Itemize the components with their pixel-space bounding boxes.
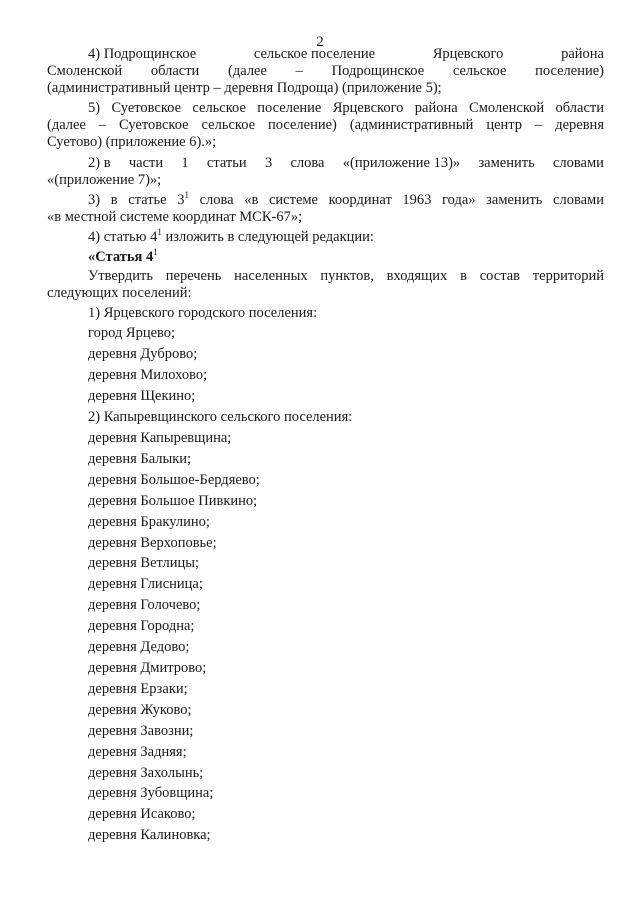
- amendment-2-word: 3: [264, 154, 273, 171]
- list-item: деревня Завозни;: [88, 722, 194, 739]
- item-4-word: Смоленской: [47, 62, 123, 79]
- amendment-3-line-1: [47, 192, 604, 209]
- amendment-2-word: словами: [552, 154, 604, 171]
- settlement-list: [47, 303, 604, 847]
- superscript: 1: [157, 226, 162, 237]
- list-item: деревня Задняя;: [88, 743, 187, 760]
- list-item: деревня Дмитрово;: [88, 659, 207, 676]
- item-4-word: поселение): [535, 62, 604, 79]
- list-item: деревня Жуково;: [88, 701, 192, 718]
- item-4-word: района: [561, 46, 604, 62]
- amendment-2-word: 1: [181, 154, 189, 171]
- list-item: деревня Ветлицы;: [88, 555, 200, 572]
- list-item: деревня Бракулино;: [88, 513, 210, 530]
- item-4-paragraph: [47, 46, 604, 96]
- item-4-line-1: [47, 46, 604, 63]
- item-4-word: сельское: [452, 62, 507, 79]
- list-item: город Ярцево;: [88, 325, 176, 342]
- item-5-line-3: Суетово) (приложение 6).»;: [47, 133, 217, 150]
- superscript: 1: [153, 246, 158, 257]
- amendment-2-word: слова: [290, 154, 325, 171]
- amendment-2-word: заменить: [478, 154, 535, 171]
- amendment-4-line: [47, 228, 604, 246]
- item-4-line-3: (административный центр – деревня Подроща) (приложение 5);: [47, 79, 442, 96]
- list-item: деревня Верхоповье;: [88, 534, 217, 551]
- item-4-word: –: [295, 62, 303, 79]
- amendment-3-text: 3) в статье 3: [88, 192, 185, 209]
- article-intro-line-2: следующих поселений:: [47, 284, 192, 301]
- amendment-2-word: «(приложение 13)»: [342, 154, 461, 171]
- item-4-word: Подрощинское: [331, 62, 425, 79]
- amendment-4-text: 4) статью 4: [88, 228, 158, 245]
- item-5-line-2: (далее – Суетовское сельское поселение) (административный центр – деревня: [47, 117, 604, 134]
- amendment-3-paragraph: [47, 192, 604, 226]
- list-item: 2) Капыревщинского сельского поселения:: [88, 409, 353, 426]
- list-item: деревня Захолынь;: [88, 764, 204, 781]
- amendment-2-word: статьи: [206, 154, 247, 171]
- article-heading-text: «Статья 4: [88, 248, 154, 265]
- amendment-2-line-2: «(приложение 7)»;: [47, 171, 162, 188]
- list-item: деревня Дуброво;: [88, 346, 198, 363]
- article-intro: [47, 268, 604, 302]
- list-item: деревня Большое Пивкино;: [88, 492, 258, 509]
- item-4-word: сельское поселение: [253, 46, 376, 62]
- item-4-word: области: [150, 62, 200, 79]
- item-4-word: Ярцевского: [432, 46, 504, 62]
- superscript: 1: [184, 190, 189, 201]
- list-item: деревня Щекино;: [88, 388, 196, 405]
- page-number: 2: [316, 34, 324, 50]
- amendment-2-line-1: [47, 155, 604, 172]
- item-4-word: 4) Подрощинское: [88, 46, 197, 62]
- amendment-2-word: 2) в: [88, 154, 111, 171]
- item-5-line-1: 5) Суетовское сельское поселение Ярцевского района Смоленской области: [88, 100, 604, 117]
- list-item: деревня Капыревщина;: [88, 430, 232, 446]
- list-item: деревня Калиновка;: [88, 827, 211, 844]
- article-intro-line-1: Утвердить перечень населенных пунктов, входящих в состав территорий: [88, 267, 604, 284]
- amendment-4-text: изложить в следующей редакции:: [161, 228, 374, 245]
- list-item: 1) Ярцевского городского поселения:: [88, 304, 318, 321]
- amendment-2-paragraph: [47, 155, 604, 189]
- document-body: [47, 46, 604, 846]
- amendment-2-word: части: [128, 154, 164, 171]
- item-4-line-2: [47, 63, 604, 80]
- list-item: деревня Балыки;: [88, 450, 192, 467]
- item-5-paragraph: [47, 100, 604, 150]
- list-item: деревня Глисница;: [88, 576, 203, 593]
- list-item: деревня Голочево;: [88, 597, 201, 614]
- article-heading: [47, 248, 604, 266]
- list-item: деревня Зубовщина;: [88, 785, 214, 802]
- list-item: деревня Ерзаки;: [88, 680, 188, 697]
- amendment-3-text: слова «в системе координат 1963 года» заменить словами: [188, 192, 604, 209]
- amendment-3-line-2: «в местной системе координат МСК-67»;: [47, 209, 303, 226]
- list-item: деревня Городна;: [88, 618, 195, 635]
- list-item: деревня Большое-Бердяево;: [88, 471, 260, 488]
- list-item: деревня Милохово;: [88, 367, 208, 384]
- list-item: деревня Дедово;: [88, 639, 190, 656]
- list-item: деревня Исаково;: [88, 806, 196, 823]
- item-4-word: (далее: [228, 62, 267, 79]
